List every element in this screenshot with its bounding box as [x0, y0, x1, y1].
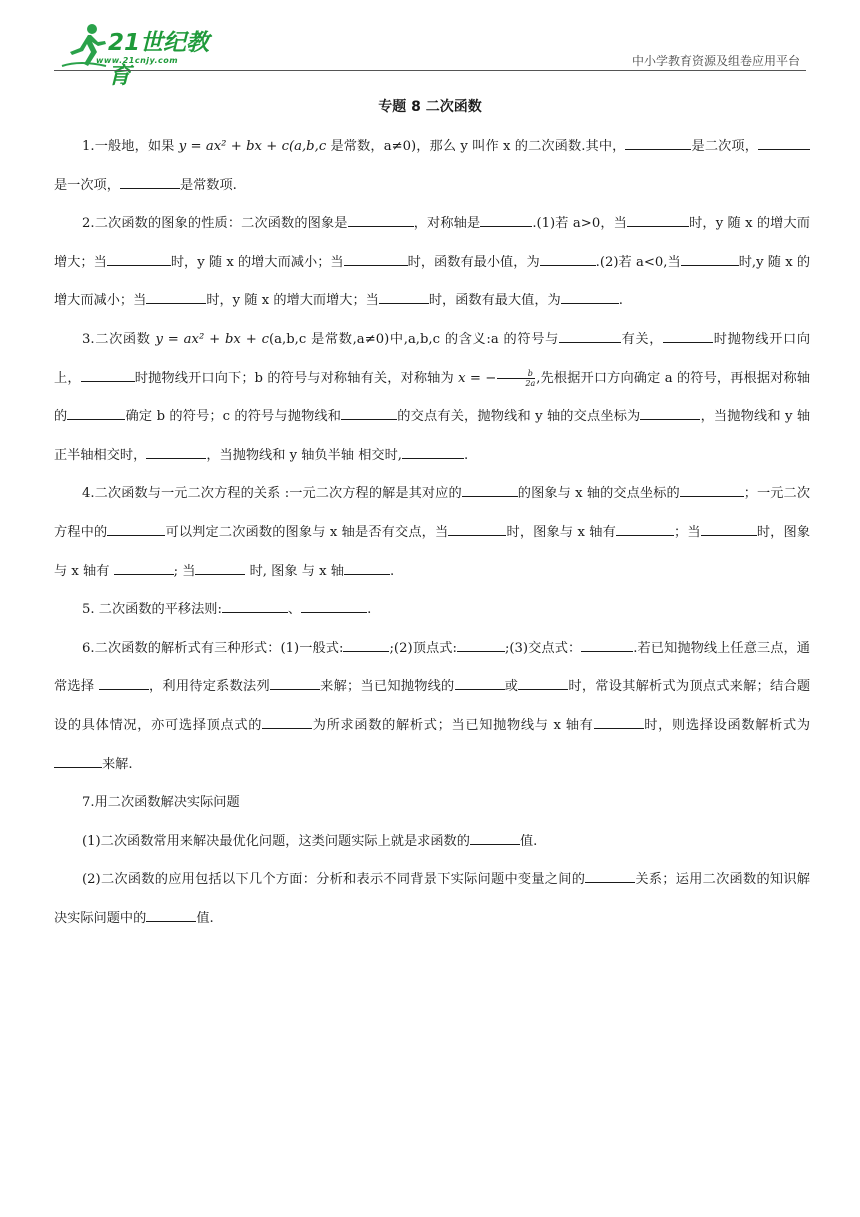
text: 是一次项，	[54, 177, 120, 193]
text: 、	[287, 602, 302, 618]
brand-url: www.21cnjy.com	[96, 56, 179, 65]
blank	[480, 212, 532, 227]
text: 来解.	[102, 756, 133, 772]
blank	[341, 405, 397, 420]
paragraph-5	[54, 591, 810, 630]
paragraph-7-2	[54, 861, 810, 938]
blank	[81, 367, 135, 382]
text: 关系；运用二次函数的知识解决实际问题中的	[54, 872, 810, 926]
text: .	[389, 563, 395, 579]
text: ，当抛物线和 y 轴正半轴相交时，	[54, 409, 811, 463]
text: .	[367, 602, 372, 618]
blank	[301, 598, 367, 613]
text: ；一元二次方程中的	[54, 486, 811, 540]
blank	[758, 135, 810, 150]
text: 时抛物线开口向上，	[54, 331, 811, 386]
paragraph-4	[54, 475, 810, 591]
blank	[222, 598, 288, 613]
text: 值.	[519, 833, 538, 849]
text: ; 当	[173, 563, 196, 579]
text: 7.用二次函数解决实际问题	[82, 795, 240, 811]
text: 时，函数有最小值，为	[407, 254, 540, 270]
text: .(1)若 a>0，当	[532, 216, 627, 232]
paragraph-3	[54, 321, 810, 475]
paragraph-2	[54, 205, 810, 321]
paragraph-6	[54, 630, 810, 784]
blank	[594, 714, 644, 729]
blank	[616, 521, 674, 536]
logo	[60, 22, 230, 89]
text: 时，常设其解析式为顶点式来解；结合题设的具体情况，亦可选择顶点式的	[54, 679, 811, 733]
blank	[262, 714, 312, 729]
blank	[448, 521, 506, 536]
blank	[470, 830, 520, 845]
blank	[402, 444, 464, 459]
blank	[585, 868, 635, 883]
text: ；当	[673, 524, 701, 540]
text: ，对称轴是	[413, 216, 481, 232]
blank	[67, 405, 125, 420]
text: .(2)若 a<0,当	[595, 254, 681, 270]
blank	[701, 521, 757, 536]
blank	[344, 251, 408, 266]
blank	[107, 521, 165, 536]
blank	[663, 328, 713, 343]
text: 或	[504, 679, 519, 695]
text: 来解；当已知抛物线的	[319, 679, 455, 695]
blank	[518, 675, 568, 690]
blank	[99, 675, 149, 690]
blank	[681, 251, 739, 266]
platform-label: 中小学教育资源及组卷应用平台	[631, 54, 800, 68]
text: 时抛物线开口向下；b 的符号与对称轴有关，对称轴为	[134, 370, 459, 386]
axis-formula: x = −	[458, 370, 497, 386]
fraction	[497, 369, 535, 388]
document-body	[54, 128, 810, 938]
text: 时，图象与 x 轴有	[54, 524, 811, 579]
fraction-numerator: b	[497, 369, 535, 379]
formula: y = ax² + bx + c	[155, 331, 270, 347]
text: 为所求函数的解析式；当已知抛物线与 x 轴有	[312, 717, 594, 733]
blank	[270, 675, 320, 690]
text: 6.二次函数的解析式有三种形式：(1)一般式:	[82, 640, 344, 656]
document-title: 专题 8 二次函数	[378, 99, 482, 115]
text: 是二次项，	[691, 139, 759, 154]
blank	[457, 637, 505, 652]
text: 时，函数有最大值，为	[428, 293, 561, 309]
text: ，利用待定系数法列	[148, 679, 270, 695]
blank	[581, 637, 633, 652]
blank	[462, 482, 518, 497]
text: 确定 b 的符号；c 的符号与抛物线和	[125, 409, 342, 425]
paragraph-1	[54, 128, 810, 205]
text: 时，则选择设函数解析式为	[643, 717, 811, 733]
text: 3.二次函数	[82, 331, 156, 347]
blank	[540, 251, 596, 266]
text: ;(3)交点式：	[504, 640, 582, 656]
text: 值.	[196, 910, 214, 926]
text: 4.二次函数与一元二次方程的关系 :一元二次方程的解是其对应的	[82, 486, 462, 502]
text: .	[618, 293, 623, 309]
text: ,先根据开口方向确定 a 的符号，再根据对称轴的	[54, 370, 811, 425]
text: 的图象与 x 轴的交点坐标的	[517, 486, 680, 502]
blank	[627, 212, 689, 227]
blank	[120, 174, 180, 189]
text: 2.二次函数的图象的性质：二次函数的图象是	[82, 216, 348, 232]
blank	[146, 907, 196, 922]
blank	[146, 289, 206, 304]
text: 时，y 随 x 的增大而减小；当	[170, 254, 344, 270]
text: 5. 二次函数的平移法则:	[82, 602, 222, 618]
blank	[379, 289, 429, 304]
page-header	[0, 0, 860, 89]
paragraph-7	[54, 784, 810, 823]
text: 时,y 随 x 的增大而减小；当	[54, 254, 811, 309]
paragraph-7-1	[54, 823, 810, 862]
blank	[455, 675, 505, 690]
blank	[114, 560, 174, 575]
text: (a,b,c 是常数,a≠0)中,a,b,c 的含义:a 的符号与	[269, 331, 559, 347]
text: (2)二次函数的应用包括以下几个方面：分析和表示不同背景下实际问题中变量之间的	[82, 872, 586, 888]
blank	[343, 637, 389, 652]
text: 是常数项.	[179, 177, 237, 193]
text: 1.一般地，如果	[82, 139, 179, 154]
text: .	[463, 447, 469, 463]
blank	[348, 212, 414, 227]
blank	[107, 251, 171, 266]
brand-name: 21世纪教育	[108, 30, 210, 89]
text: ;(2)顶点式:	[389, 640, 457, 656]
blank	[625, 135, 691, 150]
text: 时，y 随 x 的增大而增大；当	[206, 293, 379, 309]
blank	[680, 482, 744, 497]
blank	[640, 405, 700, 420]
header-divider	[54, 70, 806, 71]
text: 可以判定二次函数的图象与 x 轴是否有交点，当	[165, 524, 449, 540]
text: 时，y 随 x 的增大而增大；当	[54, 216, 810, 270]
text: 的交点有关，抛物线和 y 轴的交点坐标为	[397, 409, 641, 425]
formula: y = ax² + bx + c(a,b,c	[178, 139, 327, 154]
text: 时，图象与 x 轴有	[506, 524, 616, 540]
blank	[195, 560, 245, 575]
blank	[146, 444, 206, 459]
text: 时, 图象 与 x 轴	[245, 563, 344, 579]
text: 有关，	[620, 331, 664, 347]
text: 是常数，a≠0)，那么 y 叫作 x 的二次函数.其中，	[326, 139, 626, 154]
blank	[559, 328, 621, 343]
text: (1)二次函数常用来解决最优化问题，这类问题实际上就是求函数的	[82, 833, 470, 849]
blank	[344, 560, 390, 575]
blank	[54, 753, 102, 768]
fraction-denominator: 2a	[525, 378, 536, 388]
text: ，当抛物线和 y 轴负半轴 相交时,	[206, 447, 402, 463]
text: .若已知抛物线上任意三点，通常选择	[54, 640, 810, 695]
blank	[561, 289, 619, 304]
